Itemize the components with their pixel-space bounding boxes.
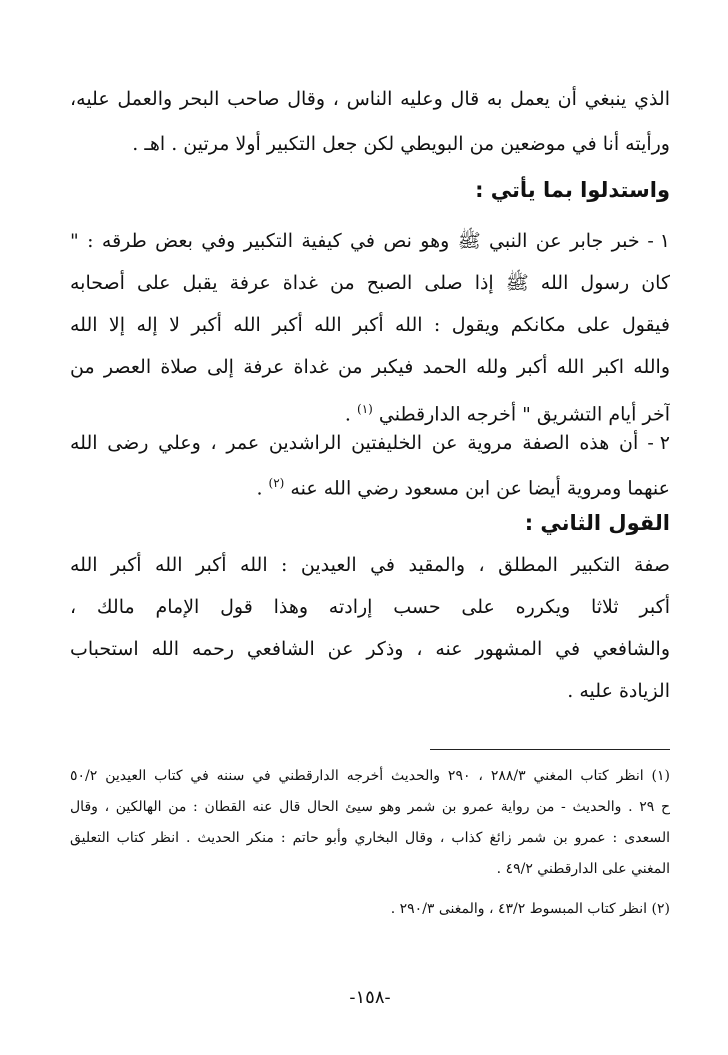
item-2-line-2 bbox=[70, 468, 670, 503]
item-2-line-1 bbox=[70, 428, 670, 458]
item-2-text-1: أن هذه الصفة مروية عن الخليفتين الراشدين عمر ، وعلي رضى الله bbox=[70, 432, 639, 454]
footnote-1-line-1: (١) انظر كتاب المغني ٢٨٨/٣ ، ٢٩٠ والحديث أخرجه الدارقطني في سننه في كتاب العيدين ٥٠/٢ bbox=[70, 768, 670, 784]
item-1-line-4: والله اكبر الله أكبر ولله الحمد فيكبر من غداة عرفة إلى صلاة العصر من bbox=[70, 356, 670, 378]
paragraph-2-line-3: والشافعي في المشهور عنه ، وذكر عن الشافعي رحمه الله استحباب bbox=[70, 638, 670, 660]
item-2-period: . bbox=[256, 477, 263, 500]
section-heading-evidence: واستدلوا بما يأتي : bbox=[475, 178, 670, 202]
footnote-1-line-4: المغني على الدارقطني ٤٩/٢ . bbox=[496, 861, 670, 877]
paragraph-2-line-4: الزيادة عليه . bbox=[567, 680, 670, 702]
item-1-line-3: فيقول على مكانكم ويقول : الله أكبر الله أكبر الله أكبر لا إله إلا الله bbox=[70, 314, 670, 336]
section-heading-second-opinion: القول الثاني : bbox=[524, 511, 670, 535]
footnote-ref-1[interactable]: (١) bbox=[357, 402, 373, 416]
paragraph-2-line-2: أكبر ثلاثا ويكرره على حسب إرادته وهذا قول الإمام مالك ، bbox=[70, 596, 670, 618]
item-1-number: ١ - bbox=[647, 230, 670, 252]
paragraph-2-line-1: صفة التكبير المطلق ، والمقيد في العيدين : الله أكبر الله أكبر الله bbox=[70, 554, 670, 576]
page-number: -١٥٨- bbox=[349, 987, 391, 1008]
footnote-1-line-3: السعدى : عمرو بن شمر زائغ كذاب ، وقال البخاري وأبو حاتم : منكر الحديث . انظر كتاب التعليق bbox=[70, 830, 670, 846]
paragraph-1-line-2: ورأيته أنا في موضعين من البويطي لكن جعل التكبير أولا مرتين . اهـ . bbox=[132, 133, 670, 155]
item-1-line-5 bbox=[70, 394, 670, 429]
footnote-separator bbox=[430, 749, 670, 750]
item-1-text-1: خبر جابر عن النبي ﷺ وهو نص في كيفية التكبير وفي بعض طرقه : " bbox=[70, 230, 640, 252]
footnote-ref-2[interactable]: (٢) bbox=[268, 476, 285, 490]
item-2-number: ٢ - bbox=[647, 432, 670, 454]
item-1-text-5: آخر أيام التشريق " أخرجه الدارقطني bbox=[378, 403, 670, 426]
item-1-period: . bbox=[344, 403, 351, 426]
item-2-text-2: عنهما ومروية أيضا عن ابن مسعود رضي الله عنه bbox=[290, 477, 670, 500]
paragraph-1-line-1: الذي ينبغي أن يعمل به قال وعليه الناس ، وقال صاحب البحر والعمل عليه، bbox=[70, 88, 670, 110]
document-page bbox=[70, 0, 670, 1055]
item-1-line-2: كان رسول الله ﷺ إذا صلى الصبح من غداة عرفة يقبل على أصحابه bbox=[70, 272, 670, 294]
footnote-2-line-1: (٢) انظر كتاب المبسوط ٤٣/٢ ، والمغنى ٢٩٠/٣ . bbox=[390, 901, 670, 917]
footnote-1-line-2: ح ٢٩ . والحديث - من رواية عمرو بن شمر وهو سيئ الحال قال عنه القطان : من الهالكين ، وقال bbox=[70, 799, 670, 815]
item-1-line-1 bbox=[70, 226, 670, 256]
